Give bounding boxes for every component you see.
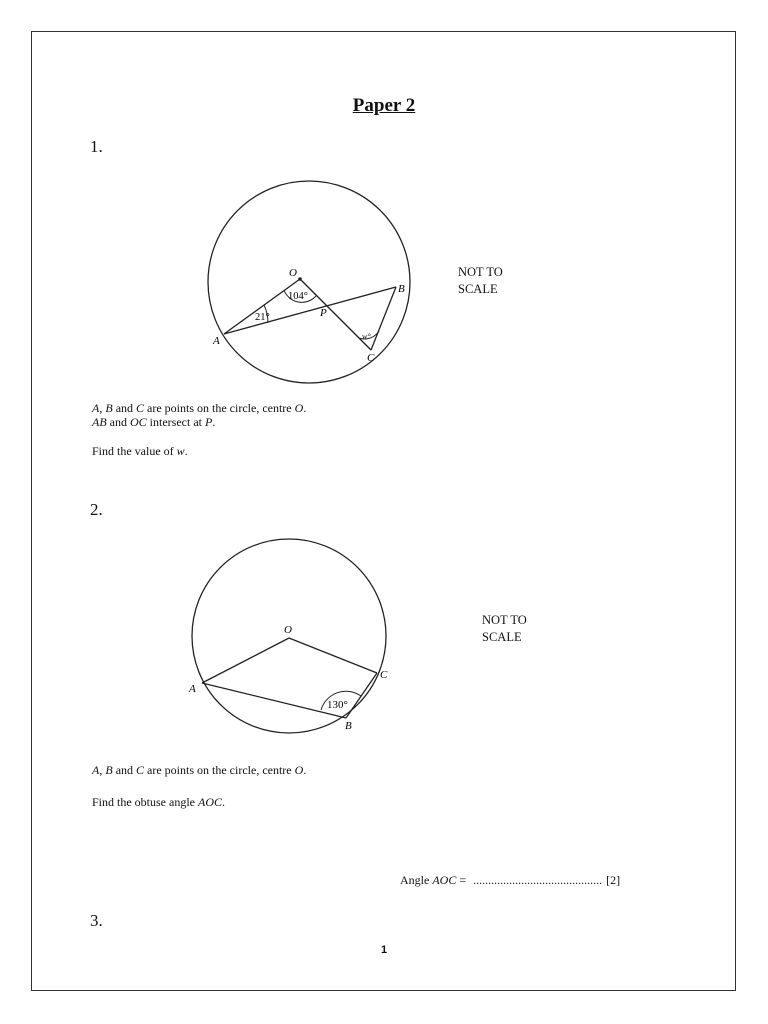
q1-label-a: A <box>213 335 220 347</box>
q2-radius-oc <box>289 638 377 673</box>
question-1-line-1: A, B and C are points on the circle, centre O. <box>92 401 307 415</box>
question-2-instruction: Find the obtuse angle AOC. <box>92 795 225 809</box>
question-2-number: 2. <box>90 500 103 519</box>
question-2-answer-line: Angle AOC = ........................................... [2] <box>400 873 621 887</box>
question-1-not-to-scale: NOT TO SCALE <box>458 265 503 296</box>
answer-blank: ........................................... <box>473 873 603 887</box>
marks: [2] <box>606 873 621 887</box>
paper-title: Paper 2 <box>352 95 416 116</box>
q2-label-o: O <box>284 624 292 636</box>
q2-angle-130: 130° <box>327 699 348 711</box>
question-3-number: 3. <box>90 911 103 930</box>
q2-chord-ab <box>202 683 346 718</box>
question-2-line-1: A, B and C are points on the circle, centre O. <box>92 763 307 777</box>
q1-label-c: C <box>367 352 375 364</box>
q1-label-b: B <box>398 283 405 295</box>
q2-chord-bc <box>346 673 377 718</box>
question-1-instruction: Find the value of w. <box>92 444 188 458</box>
q2-label-c: C <box>380 669 388 681</box>
q1-angle-21: 21° <box>255 312 270 323</box>
q2-label-b: B <box>345 720 352 732</box>
q2-label-a: A <box>189 683 196 695</box>
q1-angle-w: w° <box>362 332 371 341</box>
q2-radius-oa <box>202 638 289 683</box>
question-1-line-2: AB and OC intersect at P. <box>92 415 216 429</box>
q1-label-p: P <box>320 307 327 319</box>
question-2-not-to-scale: NOT TO SCALE <box>482 613 527 644</box>
page-number: 1 <box>380 944 388 956</box>
q1-angle-104: 104° <box>288 291 308 302</box>
q1-label-o: O <box>289 267 297 279</box>
question-1-number: 1. <box>90 137 103 156</box>
